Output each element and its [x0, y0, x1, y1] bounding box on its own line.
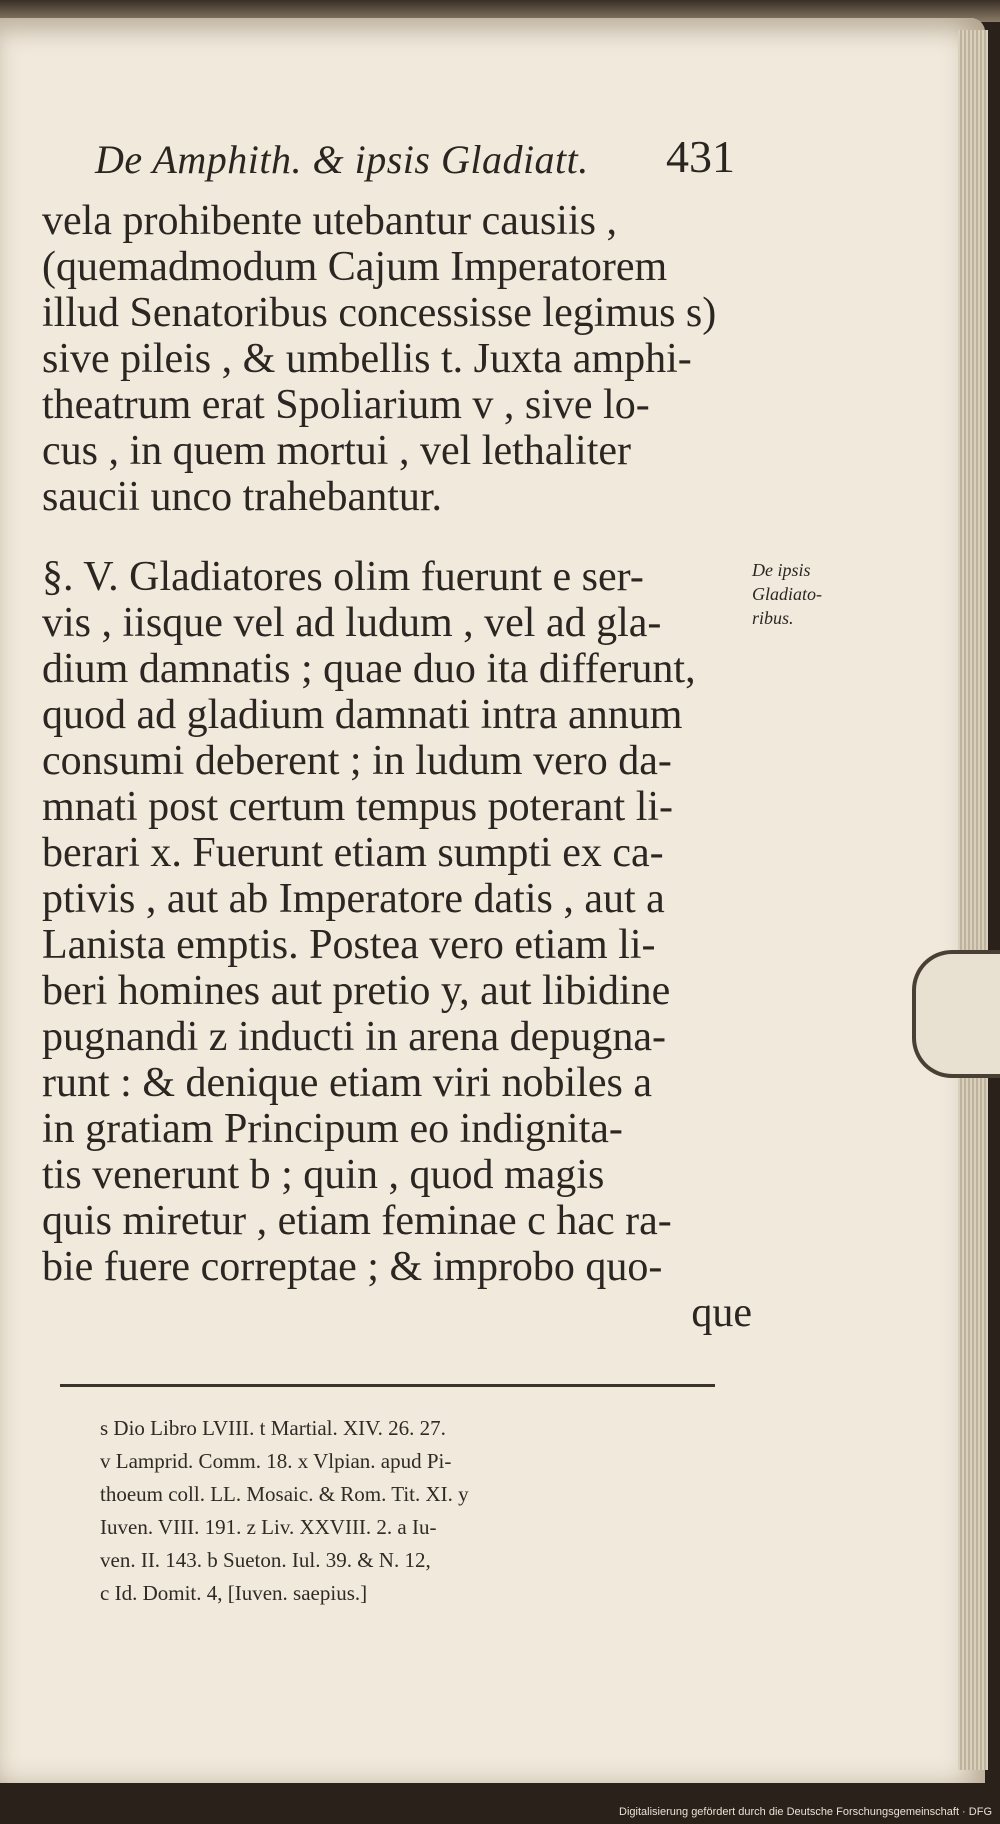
- digitization-credit: Digitalisierung gefördert durch die Deutsche Forschungsgemeinschaft · DFG: [619, 1806, 992, 1818]
- text-line: §. V. Gladiatores olim fuerunt e ser-: [42, 554, 644, 600]
- main-text: [42, 198, 752, 1336]
- footnote-divider: [60, 1384, 715, 1387]
- text-line: theatrum erat Spoliarium v , sive lo-: [42, 382, 650, 428]
- text-line: pugnandi z induсti in arena depugna-: [42, 1014, 666, 1060]
- text-line: cus , in quem mortui , vel lethaliter: [42, 428, 632, 474]
- text-line: ptivis , aut ab Imperatore datis , aut a: [42, 876, 665, 922]
- page-fore-edge: [958, 30, 988, 1770]
- text-line: vis , iisque vel ad ludum , vel ad gla-: [42, 600, 662, 646]
- text-line: beri homines aut pretio y, aut libidine: [42, 968, 671, 1014]
- catchword: que: [691, 1290, 752, 1336]
- text-line: bie fuere correptae ; & improbo quo-: [42, 1244, 663, 1290]
- footnotes: [100, 1412, 730, 1610]
- text-line: consumi deberent ; in ludum vero da-: [42, 738, 672, 784]
- footnote-line: s Dio Libro LVIII. t Martial. XIV. 26. 27.: [100, 1416, 446, 1440]
- header-title: De Amphith. & ipsis Gladiatt.: [95, 137, 589, 182]
- marginal-note-line: ribus.: [752, 608, 794, 628]
- text-line: sive pileis , & umbellis t. Juxta amphi-: [42, 336, 692, 382]
- marginal-note-line: De ipsis: [752, 560, 811, 580]
- text-line: berari x. Fuerunt etiam sumpti ex ca-: [42, 830, 664, 876]
- text-line: Lanista emptis. Postea vero etiam li-: [42, 922, 656, 968]
- text-line: tis venerunt b ; quin , quod magis: [42, 1152, 605, 1198]
- text-line: mnati post certum tempus poterant li-: [42, 784, 674, 830]
- text-line: dium damnatis ; quae duo ita differunt,: [42, 646, 696, 692]
- marginal-note-line: Gladiato-: [752, 584, 822, 604]
- footnote-line: Iuven. VIII. 191. z Liv. XXVIII. 2. a Iu-: [100, 1515, 437, 1539]
- bookmark-clip: [912, 950, 1000, 1078]
- footnote-line: v Lamprid. Comm. 18. x Vlpian. apud Pi-: [100, 1449, 452, 1473]
- text-line: quis miretur , etiam feminae c hac ra-: [42, 1198, 672, 1244]
- text-line: saucii unco trahebantur.: [42, 474, 443, 520]
- text-line: (quemadmodum Cajum Imperatorem: [42, 244, 668, 290]
- text-line: quod ad gladium damnati intra annum: [42, 692, 683, 738]
- page-number: 431: [666, 131, 735, 182]
- footnote-line: thoeum coll. LL. Mosaic. & Rom. Tit. XI. y: [100, 1482, 469, 1506]
- text-line: vela prohibente utebantur causiis ,: [42, 198, 617, 244]
- text-line: runt : & denique etiam viri nobiles a: [42, 1060, 653, 1106]
- footnote-line: c Id. Domit. 4, [Iuven. saepius.]: [100, 1581, 368, 1605]
- text-line: illud Senatoribus concessisse legimus s): [42, 290, 717, 336]
- running-header: [95, 130, 735, 200]
- footnote-line: ven. II. 143. b Sueton. Iul. 39. & N. 12,: [100, 1548, 431, 1572]
- text-line: in gratiam Principum eo indignita-: [42, 1106, 623, 1152]
- marginal-note: [752, 558, 862, 630]
